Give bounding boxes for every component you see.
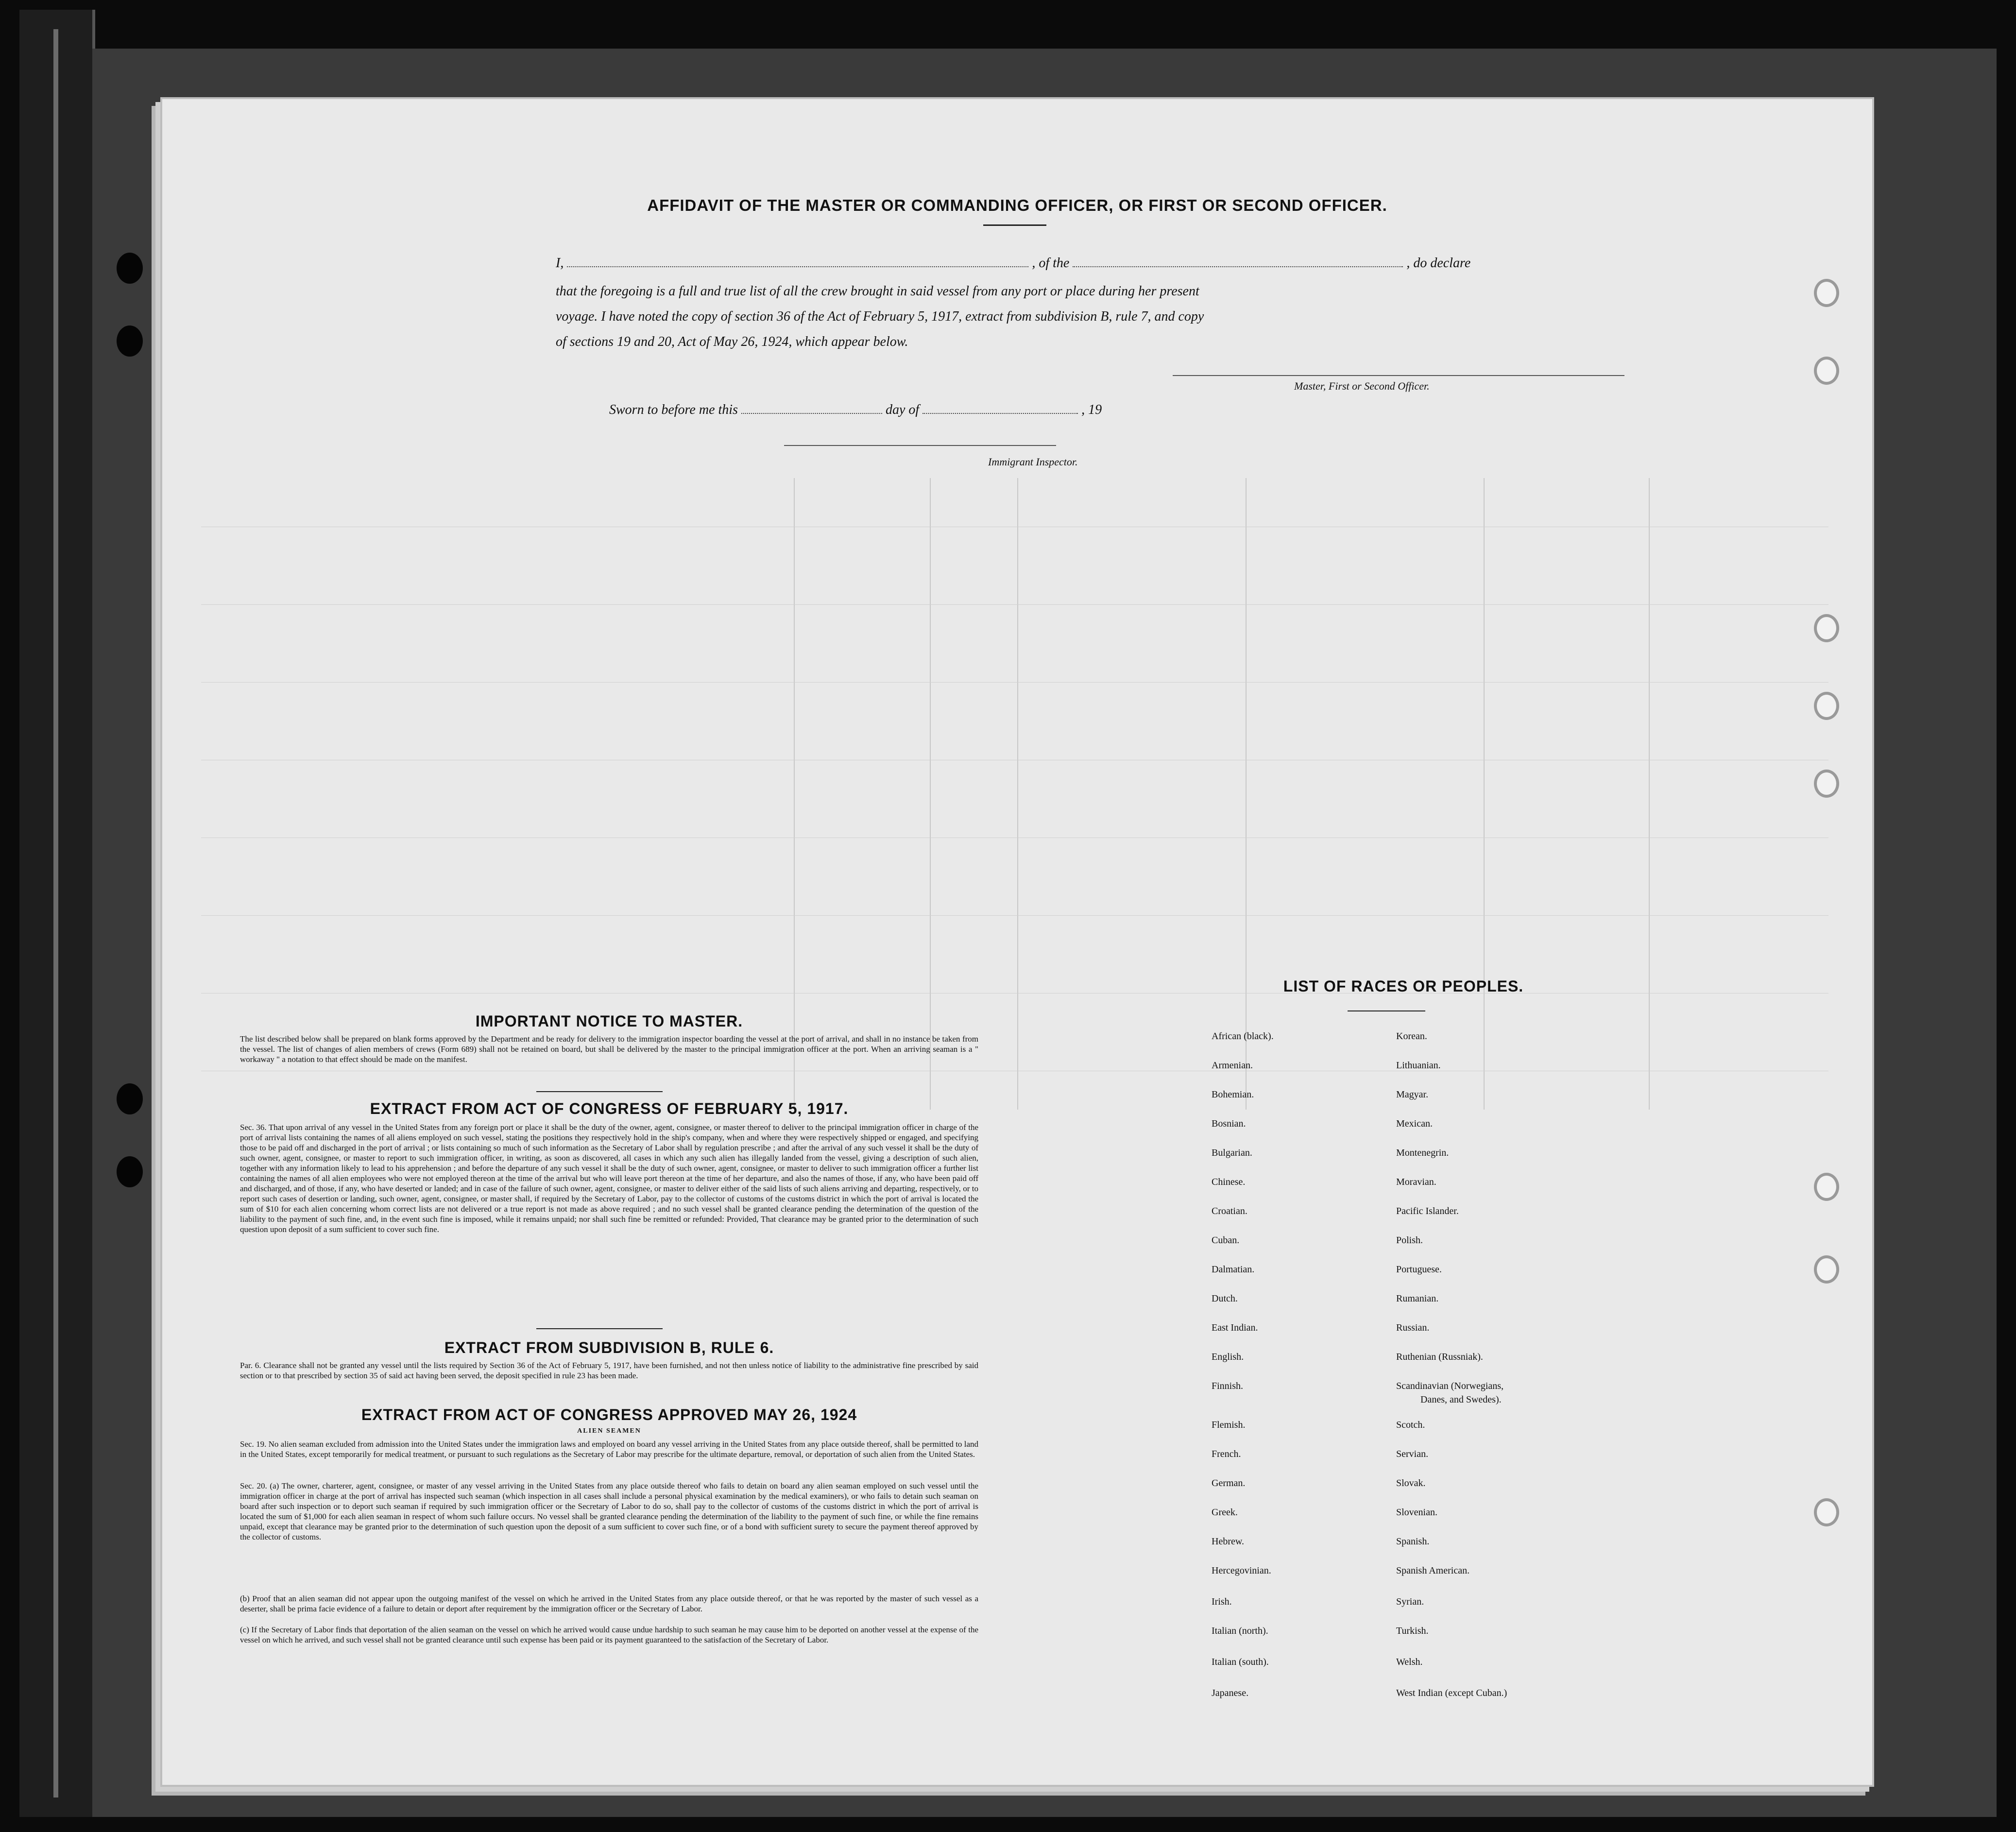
race-item: Dalmatian. — [1212, 1264, 1255, 1275]
race-item: Japanese. — [1212, 1688, 1249, 1698]
race-item: Italian (north). — [1212, 1626, 1268, 1636]
inspector-signature-line[interactable] — [784, 445, 1056, 446]
extract-rule6-text: Par. 6. Clearance shall not be granted any vessel until the lists required by Section 36 of the Act of February 5, 1917, have been furnished, and not then unless notice of liability to the administrative fine prescribed by said section or to that prescribed by section 35 of said act having been served, the deposit specified in rule 23 has been made. — [240, 1361, 978, 1380]
binder-ring — [1814, 1173, 1839, 1201]
extract-1924-sec19: Sec. 19. No alien seaman excluded from admission into the United States under the immigration laws and employed on board any vessel arriving in the United States from any place outside thereof, shall be permitted to land in the United States, except temporarily for medical treatment, or pursuant to such regulations as the Secretary of Labor may prescribe for the ultimate departure, removal, or deportation of such alien from the United States. — [240, 1439, 978, 1459]
binder-ring — [1814, 357, 1839, 385]
bleed-through-ruling — [1246, 478, 1247, 1110]
punch-hole — [117, 1083, 143, 1114]
binder-ring — [1814, 770, 1839, 798]
title-rule — [983, 224, 1046, 226]
manifest-page — [160, 97, 1874, 1787]
affidavit-do-declare: , do declare — [1406, 256, 1471, 271]
sworn-label: Sworn to before me this — [609, 402, 738, 417]
extract-rule6-title: EXTRACT FROM SUBDIVISION B, RULE 6. — [444, 1339, 774, 1356]
bleed-through-ruling — [201, 682, 1828, 683]
race-item: Hercegovinian. — [1212, 1565, 1271, 1576]
race-item: Portuguese. — [1396, 1264, 1442, 1275]
affidavit-body-line-1: that the foregoing is a full and true list of all the crew brought in said vessel from any port or place during her present — [556, 284, 1199, 299]
affidavit-body-line-3: of sections 19 and 20, Act of May 26, 1924, which appear below. — [556, 334, 908, 349]
race-item: African (black). — [1212, 1031, 1274, 1042]
extract-1917-title: EXTRACT FROM ACT OF CONGRESS OF FEBRUARY 5, 1917. — [370, 1100, 849, 1117]
race-item: Flemish. — [1212, 1420, 1246, 1430]
extract-1924-sec20b: (b) Proof that an alien seaman did not appear upon the outgoing manifest of the vessel on which he arrived in the United States from any place outside thereof, or that he was reported by the master of such vessel as a deserter, shall be prima facie evidence of a failure to detain or deport after requirement by the immigration officer or the Secretary of Labor. — [240, 1594, 978, 1613]
bleed-through-ruling — [1649, 478, 1650, 1110]
race-item: Welsh. — [1396, 1657, 1423, 1667]
race-item: East Indian. — [1212, 1322, 1258, 1333]
bleed-through-ruling — [1017, 478, 1018, 1110]
sworn-line — [609, 402, 1102, 418]
extract-1917-text: Sec. 36. That upon arrival of any vessel in the United States from any foreign port or place it shall be the duty of the owner, agent, consignee, or master thereof to deliver to the principal immigration officer in charge of the port of arrival lists containing the names of all aliens employed on such vessel, stating the positions they respectively hold in the ship's company, when and where they were respectively shipped or engaged, and specifying those to be paid off and discharged in the port of arrival ; or lists containing so much of such information as the Secretary of Labor shall by regulation prescribe ; and after the arrival of any such vessel it shall be the duty of such owner, agent, consignee, or master to report to such immigration officer, in writing, as soon as discovered, all cases in which any such alien has illegally landed from the vessel, giving a description of such alien, together with any information likely to lead to his apprehension ; and before the departure of any such vessel it shall be the duty of such owner, agent, consignee, or master to deliver to such immigration officer a further list containing the names of all alien employees who were not employed thereon at the time of the arrival but who will leave port thereon at the time of her departure, and also the names of those, if any, who have been paid off and discharged, and of those, if any, who have deserted or landed; and in case of the failure of such owner, agent, consignee, or master to deliver either of the said lists of such aliens arriving and departing, respectively, or to report such cases of desertion or landing, such owner, agent, consignee, or master shall, if required by the Secretary of Labor, pay to the collector of customs of the customs district in which the port of arrival is located the sum of $10 for each alien concerning whom correct lists are not delivered or a true report is not made as above required ; and no such vessel shall be granted clearance pending the determination of the question of the liability to the payment of such fine, and, in the event such fine is imposed, while it remains unpaid; nor shall such fine be remitted or refunded: Provided, That clearance may be granted prior to the determination of such question upon deposit of a sum sufficient to cover such fine. — [240, 1123, 978, 1234]
race-item: Bohemian. — [1212, 1089, 1254, 1100]
binder-ring — [1814, 692, 1839, 720]
master-signature-label: Master, First or Second Officer. — [1294, 380, 1430, 392]
race-item: Mexican. — [1396, 1118, 1433, 1129]
race-item: Danes, and Swedes). — [1420, 1394, 1502, 1405]
race-item: Armenian. — [1212, 1060, 1253, 1071]
bleed-through-ruling — [201, 915, 1828, 916]
binder-ring — [1814, 614, 1839, 642]
affidavit-title: AFFIDAVIT OF THE MASTER OR COMMANDING OFFICER, OR FIRST OR SECOND OFFICER. — [647, 196, 1387, 214]
section-rule — [536, 1328, 663, 1329]
race-item: Slovenian. — [1396, 1507, 1437, 1518]
race-item: Finnish. — [1212, 1381, 1244, 1391]
binder-ring — [1814, 1498, 1839, 1526]
affidavit-of-the: , of the — [1032, 256, 1070, 271]
year-prefix: , 19 — [1081, 402, 1102, 417]
race-item: Russian. — [1396, 1322, 1430, 1333]
extract-1924-sec20a: Sec. 20. (a) The owner, charterer, agent, consignee, or master of any vessel arriving in the United States from any place outside thereof who fails to detain on board any alien seaman employed on such vessel until the immigration officer in charge at the port of arrival has inspected such seaman (which inspection in all cases shall include a personal physical examination by the medical examiners), or who fails to detain such seaman on board after such inspection or to deport such seaman if required by such immigration officer or the Secretary of Labor to do so, shall pay to the collector of customs of the customs district in which the port of arrival is located the sum of $1,000 for each alien seaman in respect of whom such failure occurs. No vessel shall be granted clearance pending the determination of the liability to the payment of such fine, or while the fine remains unpaid, except that clearance may be granted prior to the determination of such question upon the deposit of a sum sufficient to cover such fine, or of a bond with sufficient surety to secure the payment thereof approved by the collector of customs. — [240, 1481, 978, 1541]
officer-name-blank[interactable] — [567, 266, 1028, 267]
race-item: Moravian. — [1396, 1177, 1436, 1187]
affidavit-declaration-line — [556, 256, 1673, 271]
extract-1924-title: EXTRACT FROM ACT OF CONGRESS APPROVED MAY 26, 1924 — [361, 1406, 857, 1423]
section-rule — [536, 1091, 663, 1092]
binder-ring — [1814, 279, 1839, 307]
race-item: German. — [1212, 1478, 1246, 1489]
race-item: Servian. — [1396, 1449, 1429, 1459]
master-signature-line[interactable] — [1173, 375, 1624, 376]
race-item: Rumanian. — [1396, 1293, 1439, 1304]
punch-hole — [117, 325, 143, 357]
race-item: Syrian. — [1396, 1596, 1424, 1607]
race-item: Bosnian. — [1212, 1118, 1246, 1129]
bleed-through-ruling — [201, 604, 1828, 605]
race-item: Pacific Islander. — [1396, 1206, 1459, 1216]
sworn-month-blank[interactable] — [923, 413, 1078, 414]
affidavit-body-line-2: voyage. I have noted the copy of section 36 of the Act of February 5, 1917, extract from subdivision B, rule 7, and copy — [556, 309, 1204, 324]
notice-text: The list described below shall be prepared on blank forms approved by the Department and be ready for delivery to the immigration inspector boarding the vessel at the port of arrival, and shall in no instance be taken from the vessel. The list of changes of alien members of crews (Form 689) shall not be retained on board, but shall be delivered by the master to the principal immigration officer at the port. When an arriving seaman is a " workaway " a notation to that effect should be made on the manifest. — [240, 1034, 978, 1064]
extract-1924-sec20c: (c) If the Secretary of Labor finds that deportation of the alien seaman on the vessel on which he arrived would cause undue hardship to such seaman he may cause him to be deported on another vessel at the expense of the vessel on which he arrived, and such vessel shall not be granted clearance until such expense has been paid or its payment guaranteed to the satisfaction of the Secretary of Labor. — [240, 1625, 978, 1644]
race-item: Croatian. — [1212, 1206, 1247, 1216]
vessel-name-blank[interactable] — [1073, 266, 1403, 267]
binder-ring — [1814, 1255, 1839, 1284]
races-title: LIST OF RACES OR PEOPLES. — [1283, 977, 1524, 995]
race-item: Montenegrin. — [1396, 1147, 1449, 1158]
race-item: Scotch. — [1396, 1420, 1425, 1430]
race-item: Ruthenian (Russniak). — [1396, 1352, 1483, 1362]
punch-hole — [117, 1156, 143, 1187]
race-item: Slovak. — [1396, 1478, 1426, 1489]
race-item: Hebrew. — [1212, 1536, 1245, 1547]
race-item: Dutch. — [1212, 1293, 1238, 1304]
race-item: Lithuanian. — [1396, 1060, 1441, 1071]
punch-hole — [117, 253, 143, 284]
extract-1924-subtitle: ALIEN SEAMEN — [577, 1427, 641, 1435]
affidavit-i: I, — [556, 256, 564, 271]
races-title-rule — [1348, 1010, 1425, 1011]
sworn-day-blank[interactable] — [741, 413, 882, 414]
race-item: Spanish. — [1396, 1536, 1430, 1547]
race-item: Italian (south). — [1212, 1657, 1269, 1667]
race-item: Bulgarian. — [1212, 1147, 1252, 1158]
race-item: Cuban. — [1212, 1235, 1240, 1246]
race-item: English. — [1212, 1352, 1244, 1362]
race-item: Spanish American. — [1396, 1565, 1470, 1576]
race-item: Korean. — [1396, 1031, 1427, 1042]
bleed-through-ruling — [1484, 478, 1485, 1110]
race-item: Scandinavian (Norwegians, — [1396, 1381, 1504, 1391]
race-item: Chinese. — [1212, 1177, 1246, 1187]
day-of-label: day of — [885, 402, 920, 417]
notice-title: IMPORTANT NOTICE TO MASTER. — [475, 1012, 743, 1030]
race-item: Magyar. — [1396, 1089, 1429, 1100]
race-item: West Indian (except Cuban.) — [1396, 1688, 1507, 1698]
race-item: Turkish. — [1396, 1626, 1429, 1636]
race-item: Irish. — [1212, 1596, 1232, 1607]
binder-edge — [53, 29, 58, 1798]
race-item: Polish. — [1396, 1235, 1423, 1246]
race-item: French. — [1212, 1449, 1241, 1459]
race-item: Greek. — [1212, 1507, 1238, 1518]
inspector-label: Immigrant Inspector. — [988, 456, 1078, 468]
